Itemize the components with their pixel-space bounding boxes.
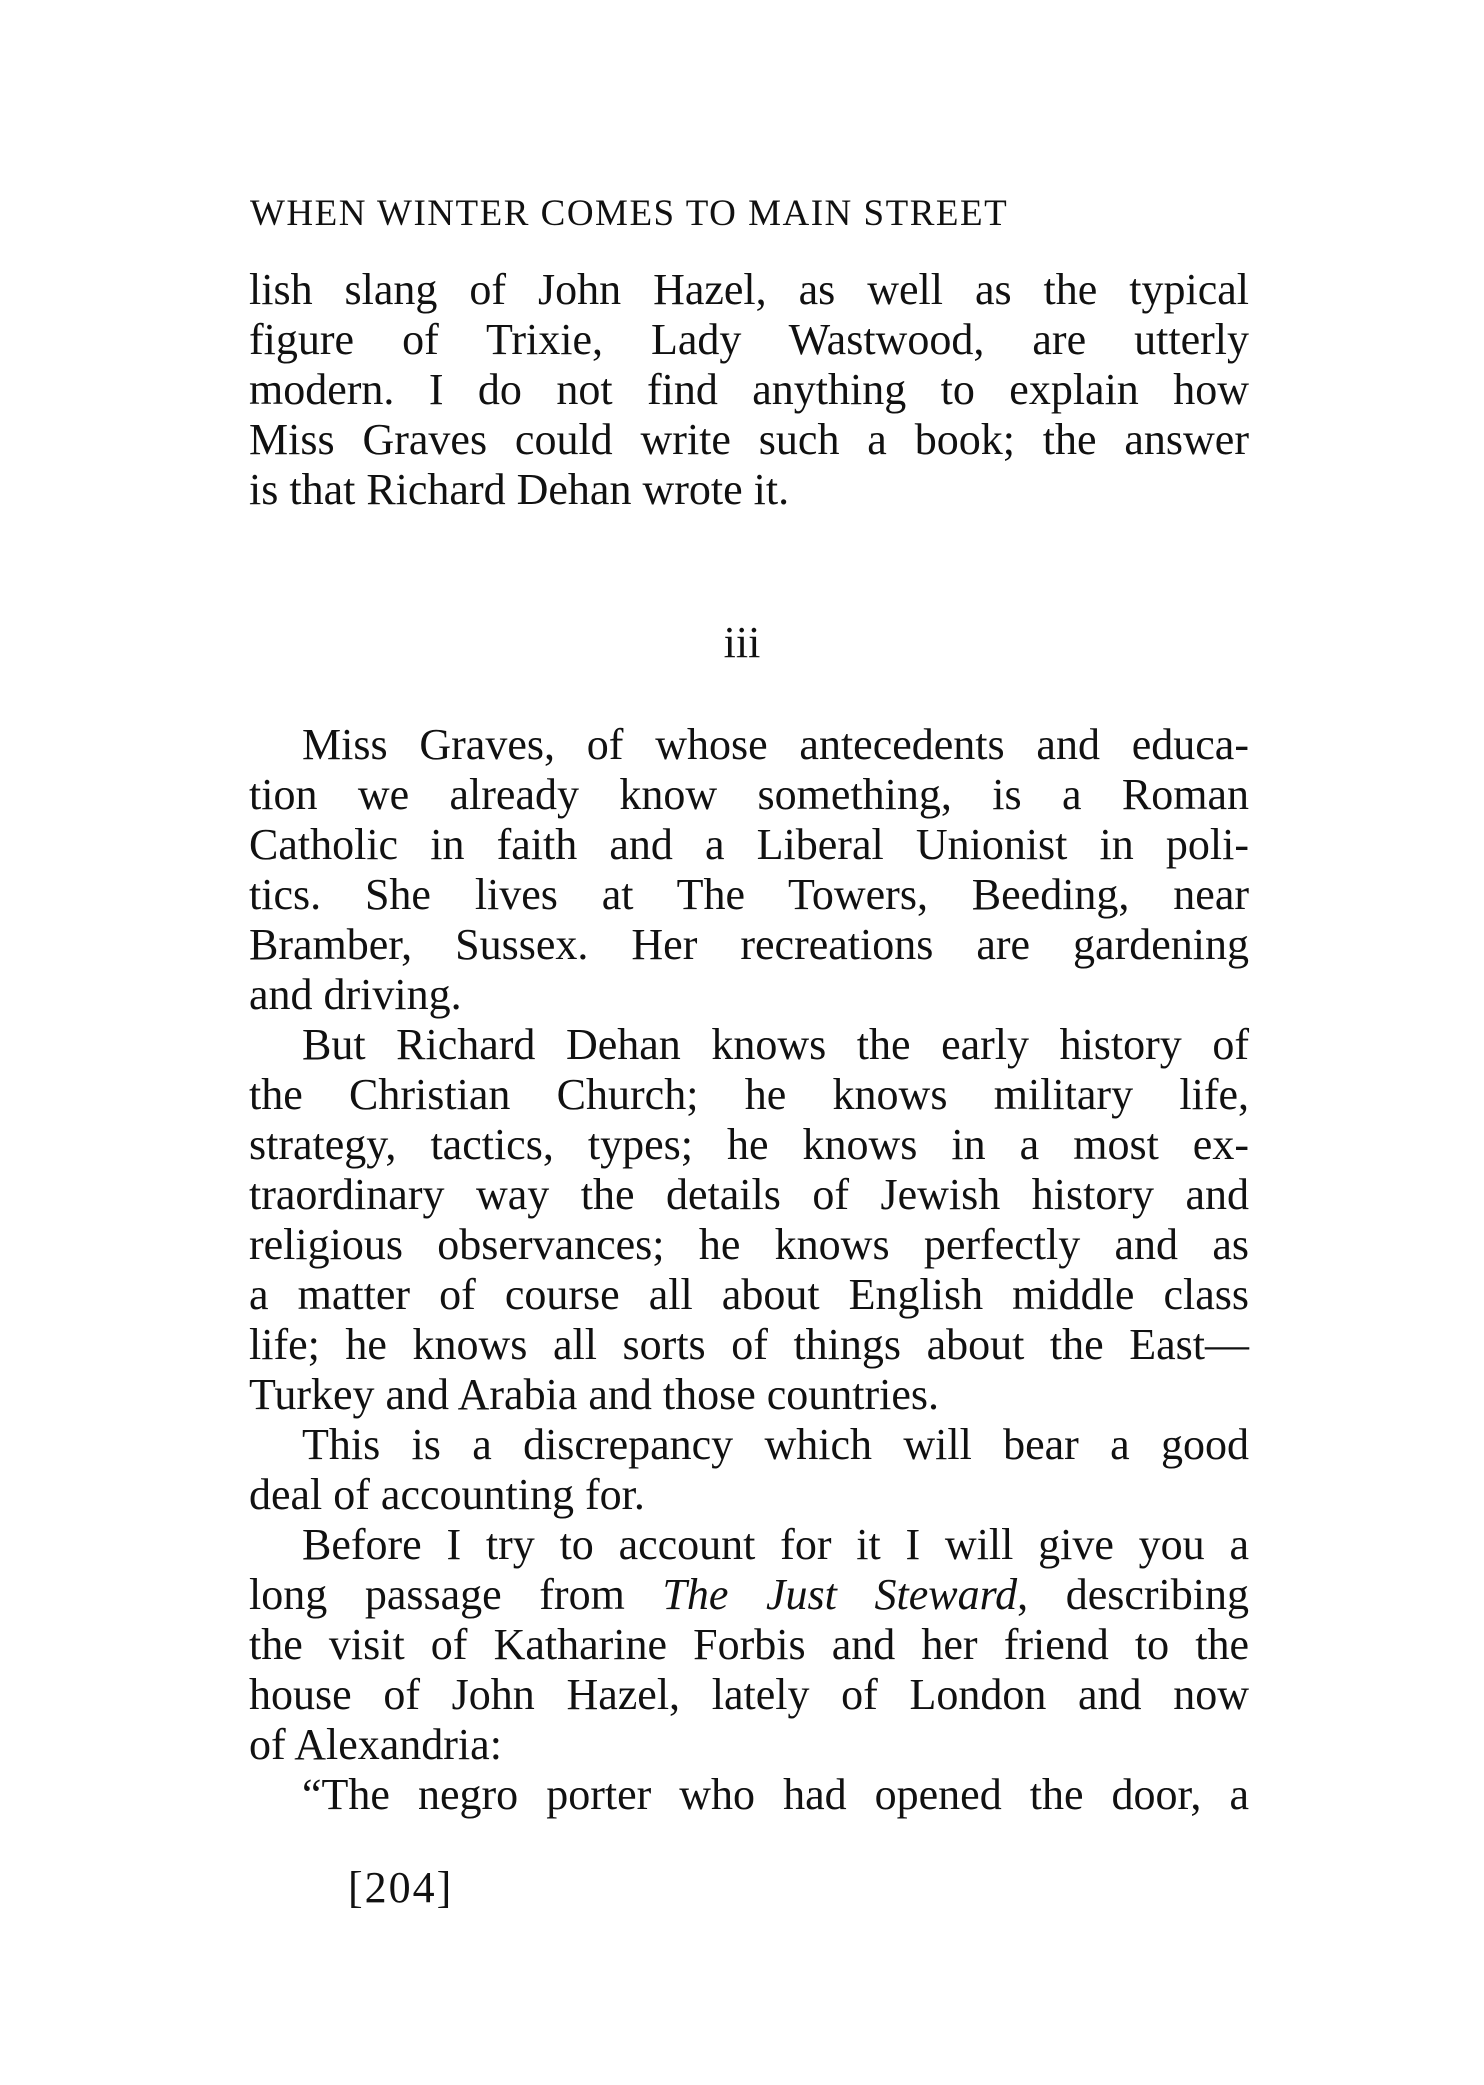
paragraph-1 <box>249 720 1249 1020</box>
text-line: traordinary way the details of Jewish history and <box>249 1170 1249 1219</box>
text-line: and driving. <box>249 970 462 1019</box>
text-line: of Alexandria: <box>249 1720 502 1769</box>
text-line: “The negro porter who had opened the door, a <box>302 1770 1249 1819</box>
text-line: Catholic in faith and a Liberal Unionist in poli- <box>249 820 1249 869</box>
text-fragment: , describing <box>1017 1570 1249 1619</box>
text-line: is that Richard Dehan wrote it. <box>249 465 790 514</box>
text-line: tics. She lives at The Towers, Beeding, near <box>249 870 1249 919</box>
text-fragment: long passage from <box>249 1570 663 1619</box>
text-line: religious observances; he knows perfectly and as <box>249 1220 1249 1269</box>
text-line: figure of Trixie, Lady Wastwood, are utterly <box>249 315 1249 364</box>
book-title: The Just Steward <box>662 1570 1018 1619</box>
text-line: This is a discrepancy which will bear a good <box>302 1420 1249 1469</box>
text-line: tion we already know something, is a Roman <box>249 770 1249 819</box>
paragraph-2 <box>249 1020 1249 1420</box>
quotation-start <box>249 1770 1249 1820</box>
running-head: WHEN WINTER COMES TO MAIN STREET <box>250 193 1009 234</box>
text-line: the Christian Church; he knows military life, <box>249 1070 1249 1119</box>
text-line: Bramber, Sussex. Her recreations are gardening <box>249 920 1249 969</box>
text-line: house of John Hazel, lately of London and now <box>249 1670 1249 1719</box>
text-line: life; he knows all sorts of things about the East— <box>249 1320 1249 1369</box>
paragraph-4 <box>249 1520 1249 1770</box>
text-line: the visit of Katharine Forbis and her friend to the <box>249 1620 1249 1669</box>
text-line: modern. I do not find anything to explain how <box>249 365 1249 414</box>
text-line: Turkey and Arabia and those countries. <box>249 1370 940 1419</box>
continuation-paragraph <box>249 265 1249 515</box>
text-line: lish slang of John Hazel, as well as the typical <box>249 265 1249 314</box>
body-text <box>249 720 1249 1820</box>
text-line: deal of accounting for. <box>249 1470 645 1519</box>
text-line <box>249 1570 1249 1620</box>
text-line: Miss Graves could write such a book; the answer <box>249 415 1249 464</box>
paragraph-3 <box>249 1420 1249 1520</box>
text-line: But Richard Dehan knows the early history of <box>302 1020 1249 1069</box>
text-line: Before I try to account for it I will give you a <box>302 1520 1249 1569</box>
text-line: Miss Graves, of whose antecedents and educa- <box>302 720 1249 769</box>
text-line: a matter of course all about English middle class <box>249 1270 1249 1319</box>
section-number: iii <box>723 618 761 667</box>
page-number: [204] <box>348 1863 454 1912</box>
text-line: strategy, tactics, types; he knows in a most ex- <box>249 1120 1249 1169</box>
